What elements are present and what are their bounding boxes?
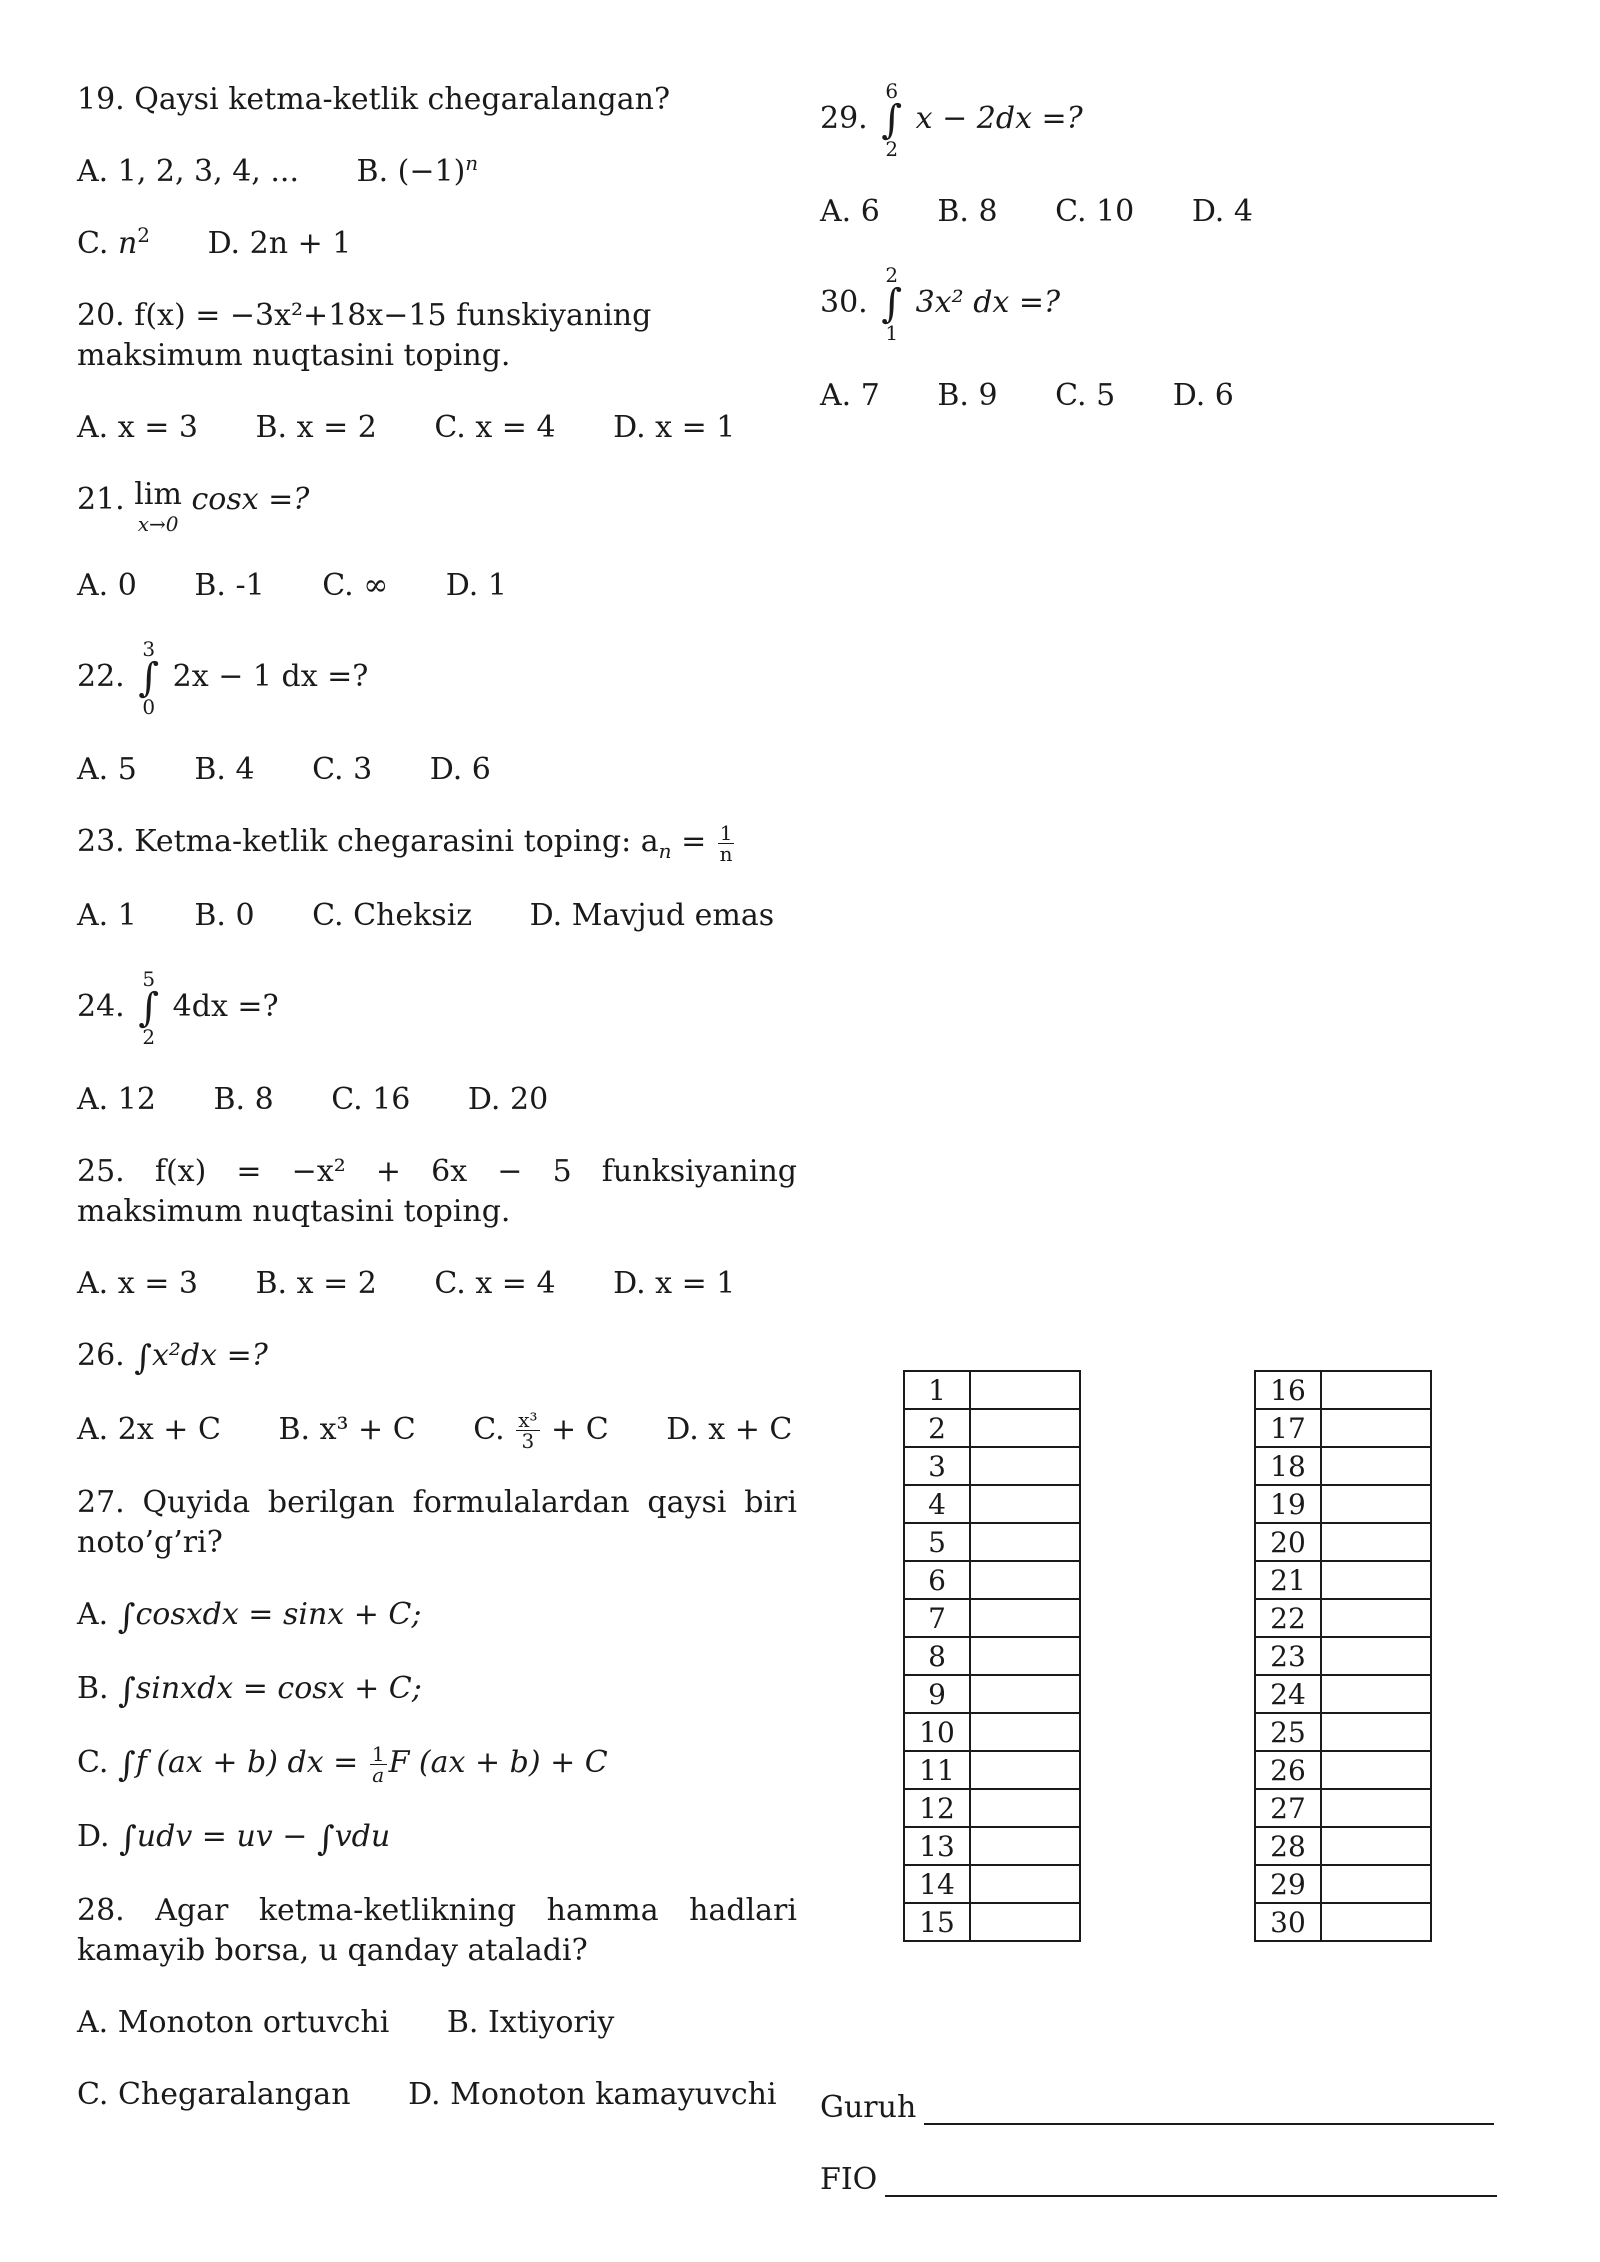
answer-number: 2 bbox=[904, 1409, 970, 1447]
answer-box[interactable] bbox=[1321, 1637, 1431, 1675]
q30-options bbox=[820, 376, 1540, 416]
q28-option-a[interactable]: A. Monoton ortuvchi bbox=[77, 2005, 390, 2040]
q22-option-d[interactable]: D. 6 bbox=[429, 752, 491, 787]
q29-option-a[interactable]: A. 6 bbox=[820, 194, 880, 229]
q21-option-d[interactable]: D. 1 bbox=[445, 568, 507, 603]
answer-row bbox=[1255, 1561, 1431, 1599]
q20-option-d[interactable]: D. x = 1 bbox=[613, 410, 736, 445]
question-24: 24. 5 ∫ 2 4dx =? bbox=[77, 966, 279, 1049]
q24-option-d[interactable]: D. 20 bbox=[467, 1081, 549, 1117]
question-20: 20. f(x) = −3x²+18x−15 funskiyaning maksimum nuqtasini toping. bbox=[77, 298, 652, 373]
answer-number: 17 bbox=[1255, 1409, 1321, 1447]
q19-options-row2 bbox=[77, 224, 797, 264]
q29-options bbox=[820, 192, 1540, 232]
answer-row bbox=[904, 1523, 1080, 1561]
answer-row bbox=[904, 1447, 1080, 1485]
q27-option-c[interactable]: C. ∫f (ax + b) dx = $\frac{1}{a}$ F (ax + b) + C bbox=[77, 1741, 608, 1787]
guruh-label: Guruh bbox=[820, 2090, 917, 2125]
answer-box[interactable] bbox=[970, 1485, 1080, 1523]
guruh-field bbox=[820, 2090, 1494, 2125]
q22-option-a[interactable]: A. 5 bbox=[77, 752, 137, 787]
fio-input-line[interactable] bbox=[885, 2165, 1497, 2197]
answer-box[interactable] bbox=[1321, 1827, 1431, 1865]
fraction: $\frac{1}{a}$ bbox=[371, 1741, 385, 1787]
q21-option-a[interactable]: A. 0 bbox=[77, 568, 137, 603]
q20-option-b[interactable]: B. x = 2 bbox=[255, 410, 377, 445]
answer-number: 21 bbox=[1255, 1561, 1321, 1599]
answer-box[interactable] bbox=[970, 1637, 1080, 1675]
answer-row bbox=[904, 1789, 1080, 1827]
answer-number: 25 bbox=[1255, 1713, 1321, 1751]
q26-option-a[interactable]: A. 2x + C bbox=[77, 1411, 221, 1447]
q23-option-d[interactable]: D. Mavjud emas bbox=[529, 897, 775, 933]
answer-row bbox=[904, 1827, 1080, 1865]
answer-box[interactable] bbox=[1321, 1675, 1431, 1713]
answer-row bbox=[1255, 1675, 1431, 1713]
q24-option-a[interactable]: A. 12 bbox=[77, 1081, 156, 1117]
q25-option-a[interactable]: A. x = 3 bbox=[77, 1265, 198, 1301]
integral-symbol: 5 ∫ 2 bbox=[138, 966, 160, 1049]
question-29: 29. 6 ∫ 2 x − 2dx =? bbox=[820, 79, 1083, 161]
answer-box[interactable] bbox=[1321, 1561, 1431, 1599]
q19-option-b[interactable]: B. $(-1)^n$ bbox=[356, 151, 479, 189]
answer-box[interactable] bbox=[970, 1789, 1080, 1827]
answer-number: 23 bbox=[1255, 1637, 1321, 1675]
q21-options bbox=[77, 566, 797, 606]
q23-option-b[interactable]: B. 0 bbox=[194, 897, 255, 933]
q21-option-b[interactable]: B. -1 bbox=[194, 568, 265, 603]
answer-row bbox=[1255, 1713, 1431, 1751]
answer-box[interactable] bbox=[1321, 1485, 1431, 1523]
answer-row bbox=[904, 1903, 1080, 1941]
q30-option-b[interactable]: B. 9 bbox=[937, 378, 998, 413]
answer-number: 20 bbox=[1255, 1523, 1321, 1561]
answer-box[interactable] bbox=[1321, 1371, 1431, 1409]
answer-row bbox=[904, 1751, 1080, 1789]
answer-box[interactable] bbox=[970, 1751, 1080, 1789]
integral-symbol: 6 ∫ 2 bbox=[881, 79, 903, 161]
answer-box[interactable] bbox=[970, 1903, 1080, 1941]
answer-number: 9 bbox=[904, 1675, 970, 1713]
answer-box[interactable] bbox=[970, 1599, 1080, 1637]
question-25: 25. f(x) = −x² + 6x − 5 funksiyaning maksimum nuqtasini toping. bbox=[77, 1153, 797, 1229]
answer-number: 28 bbox=[1255, 1827, 1321, 1865]
answer-box[interactable] bbox=[1321, 1409, 1431, 1447]
q21-option-c[interactable]: C. ∞ bbox=[322, 568, 389, 603]
question-19: 19. Qaysi ketma-ketlik chegaralangan? bbox=[77, 82, 671, 117]
answer-number: 13 bbox=[904, 1827, 970, 1865]
answer-number: 24 bbox=[1255, 1675, 1321, 1713]
q19-options-row1 bbox=[77, 152, 797, 192]
answer-number: 26 bbox=[1255, 1751, 1321, 1789]
answer-number: 14 bbox=[904, 1865, 970, 1903]
answer-row bbox=[904, 1371, 1080, 1409]
answer-box[interactable] bbox=[1321, 1523, 1431, 1561]
fio-field bbox=[820, 2162, 1497, 2197]
answer-number: 22 bbox=[1255, 1599, 1321, 1637]
right-column bbox=[820, 80, 1540, 448]
left-column bbox=[77, 80, 797, 2147]
answer-row bbox=[1255, 1485, 1431, 1523]
guruh-input-line[interactable] bbox=[924, 2093, 1494, 2125]
q19-option-c[interactable]: C. $n^2$ bbox=[77, 223, 151, 261]
integral-symbol: 3 ∫ 0 bbox=[138, 637, 160, 719]
answer-box[interactable] bbox=[970, 1447, 1080, 1485]
answer-box[interactable] bbox=[970, 1523, 1080, 1561]
question-22: 22. 3 ∫ 0 2x − 1 dx =? bbox=[77, 637, 369, 719]
answer-number: 11 bbox=[904, 1751, 970, 1789]
answer-box[interactable] bbox=[1321, 1447, 1431, 1485]
answer-box[interactable] bbox=[1321, 1903, 1431, 1941]
answer-number: 8 bbox=[904, 1637, 970, 1675]
answer-number: 30 bbox=[1255, 1903, 1321, 1941]
answer-box[interactable] bbox=[1321, 1751, 1431, 1789]
answer-row bbox=[1255, 1447, 1431, 1485]
answer-row bbox=[1255, 1903, 1431, 1941]
answer-row bbox=[904, 1409, 1080, 1447]
answer-box[interactable] bbox=[1321, 1789, 1431, 1827]
answer-row bbox=[1255, 1751, 1431, 1789]
q29-option-c[interactable]: C. 10 bbox=[1055, 194, 1135, 229]
answer-row bbox=[1255, 1865, 1431, 1903]
answer-number: 5 bbox=[904, 1523, 970, 1561]
q19-option-a[interactable]: A. 1, 2, 3, 4, ... bbox=[77, 154, 299, 189]
q27-option-b[interactable]: B. ∫sinxdx = cosx + C; bbox=[77, 1671, 422, 1711]
integral-symbol: ∫ bbox=[117, 1745, 136, 1785]
fraction: $\frac{\text{x³}}{3}$ bbox=[518, 1408, 538, 1453]
answer-number: 10 bbox=[904, 1713, 970, 1751]
limit-expression: lim x→0 bbox=[134, 477, 182, 536]
q30-option-c[interactable]: C. 5 bbox=[1055, 378, 1116, 413]
answer-number: 6 bbox=[904, 1561, 970, 1599]
answer-row bbox=[1255, 1827, 1431, 1865]
answer-row bbox=[1255, 1409, 1431, 1447]
q30-option-a[interactable]: A. 7 bbox=[820, 378, 880, 413]
answer-row bbox=[904, 1675, 1080, 1713]
answer-number: 27 bbox=[1255, 1789, 1321, 1827]
answer-table-16-30 bbox=[1254, 1370, 1432, 1942]
integral-symbol: ∫ bbox=[117, 1597, 136, 1637]
q27-option-a[interactable]: A. ∫cosxdx = sinx + C; bbox=[77, 1597, 422, 1637]
answer-row bbox=[904, 1865, 1080, 1903]
answer-box[interactable] bbox=[1321, 1713, 1431, 1751]
answer-box[interactable] bbox=[970, 1827, 1080, 1865]
answer-number: 29 bbox=[1255, 1865, 1321, 1903]
integral-symbol: ∫ bbox=[118, 1671, 136, 1711]
integral-symbol: ∫ bbox=[316, 1819, 335, 1859]
q28-option-b[interactable]: B. Ixtiyoriy bbox=[446, 2005, 615, 2040]
answer-number: 16 bbox=[1255, 1371, 1321, 1409]
q23-option-a[interactable]: A. 1 bbox=[77, 897, 137, 933]
answer-box[interactable] bbox=[1321, 1865, 1431, 1903]
q25-options bbox=[77, 1264, 797, 1304]
q24-options bbox=[77, 1080, 797, 1120]
q20-option-a[interactable]: A. x = 3 bbox=[77, 410, 198, 445]
q22-options bbox=[77, 750, 797, 790]
answer-box[interactable] bbox=[970, 1371, 1080, 1409]
q23-options bbox=[77, 896, 797, 936]
answer-box[interactable] bbox=[970, 1713, 1080, 1751]
q25-option-d[interactable]: D. x = 1 bbox=[613, 1265, 736, 1301]
answer-row bbox=[904, 1485, 1080, 1523]
fraction: $\frac{1}{n}$ bbox=[719, 820, 733, 866]
q30-option-d[interactable]: D. 6 bbox=[1172, 378, 1234, 413]
q22-option-c[interactable]: C. 3 bbox=[312, 752, 373, 787]
q26-option-b[interactable]: B. x³ + C bbox=[278, 1411, 416, 1447]
q20-option-c[interactable]: C. x = 4 bbox=[434, 410, 556, 445]
q22-option-b[interactable]: B. 4 bbox=[194, 752, 255, 787]
fio-label: FIO bbox=[820, 2162, 878, 2197]
answer-row bbox=[1255, 1523, 1431, 1561]
answer-number: 3 bbox=[904, 1447, 970, 1485]
q26-options bbox=[77, 1410, 797, 1452]
q28-option-d[interactable]: D. Monoton kamayuvchi bbox=[408, 2077, 777, 2112]
question-23: 23. Ketma-ketlik chegarasini toping: $a_n$ = $\frac{1}{n}$ bbox=[77, 820, 733, 866]
answer-row bbox=[904, 1713, 1080, 1751]
integral-symbol: 2 ∫ 1 bbox=[881, 263, 903, 345]
q24-option-b[interactable]: B. 8 bbox=[213, 1081, 274, 1117]
answer-row bbox=[1255, 1371, 1431, 1409]
answer-number: 18 bbox=[1255, 1447, 1321, 1485]
q19-option-d[interactable]: D. 2n + 1 bbox=[207, 226, 352, 261]
question-30: 30. 2 ∫ 1 3x² dx =? bbox=[820, 263, 1061, 345]
q23-option-c[interactable]: C. Cheksiz bbox=[312, 897, 473, 933]
q28-options-row1 bbox=[77, 2003, 797, 2043]
answer-box[interactable] bbox=[970, 1865, 1080, 1903]
answer-box[interactable] bbox=[970, 1675, 1080, 1713]
answer-number: 19 bbox=[1255, 1485, 1321, 1523]
answer-number: 12 bbox=[904, 1789, 970, 1827]
integral-symbol: ∫ bbox=[134, 1337, 152, 1378]
answer-number: 15 bbox=[904, 1903, 970, 1941]
question-21: 21. lim x→0 cosx =? bbox=[77, 477, 310, 536]
q27-option-d[interactable]: D. ∫udv = uv − ∫vdu bbox=[77, 1819, 391, 1859]
answer-number: 4 bbox=[904, 1485, 970, 1523]
q24-option-c[interactable]: C. 16 bbox=[331, 1081, 411, 1117]
q28-options-row2 bbox=[77, 2075, 797, 2115]
integral-symbol: ∫ bbox=[119, 1819, 137, 1859]
question-26: 26. ∫x²dx =? bbox=[77, 1337, 268, 1378]
answer-row bbox=[1255, 1789, 1431, 1827]
q26-option-c[interactable]: C. $\frac{\text{x³}}{3}$ + C bbox=[473, 1408, 609, 1453]
q29-option-b[interactable]: B. 8 bbox=[937, 194, 998, 229]
answer-row bbox=[904, 1637, 1080, 1675]
answer-box[interactable] bbox=[970, 1409, 1080, 1447]
answer-row bbox=[1255, 1637, 1431, 1675]
answer-box[interactable] bbox=[1321, 1599, 1431, 1637]
q28-option-c[interactable]: C. Chegaralangan bbox=[77, 2077, 351, 2112]
q25-option-c[interactable]: C. x = 4 bbox=[434, 1265, 556, 1301]
answer-row bbox=[904, 1599, 1080, 1637]
answer-table-1-15 bbox=[903, 1370, 1081, 1942]
q26-option-d[interactable]: D. x + C bbox=[666, 1411, 793, 1447]
q29-option-d[interactable]: D. 4 bbox=[1191, 194, 1253, 229]
q25-option-b[interactable]: B. x = 2 bbox=[255, 1265, 377, 1301]
answer-number: 1 bbox=[904, 1371, 970, 1409]
question-28: 28. Agar ketma-ketlikning hamma hadlari kamayib borsa, u qanday ataladi? bbox=[77, 1893, 797, 1968]
answer-row bbox=[904, 1561, 1080, 1599]
q20-options bbox=[77, 408, 797, 448]
answer-row bbox=[1255, 1599, 1431, 1637]
answer-box[interactable] bbox=[970, 1561, 1080, 1599]
answer-number: 7 bbox=[904, 1599, 970, 1637]
question-27: 27. Quyida berilgan formulalardan qaysi biri noto’g’ri? bbox=[77, 1485, 797, 1560]
